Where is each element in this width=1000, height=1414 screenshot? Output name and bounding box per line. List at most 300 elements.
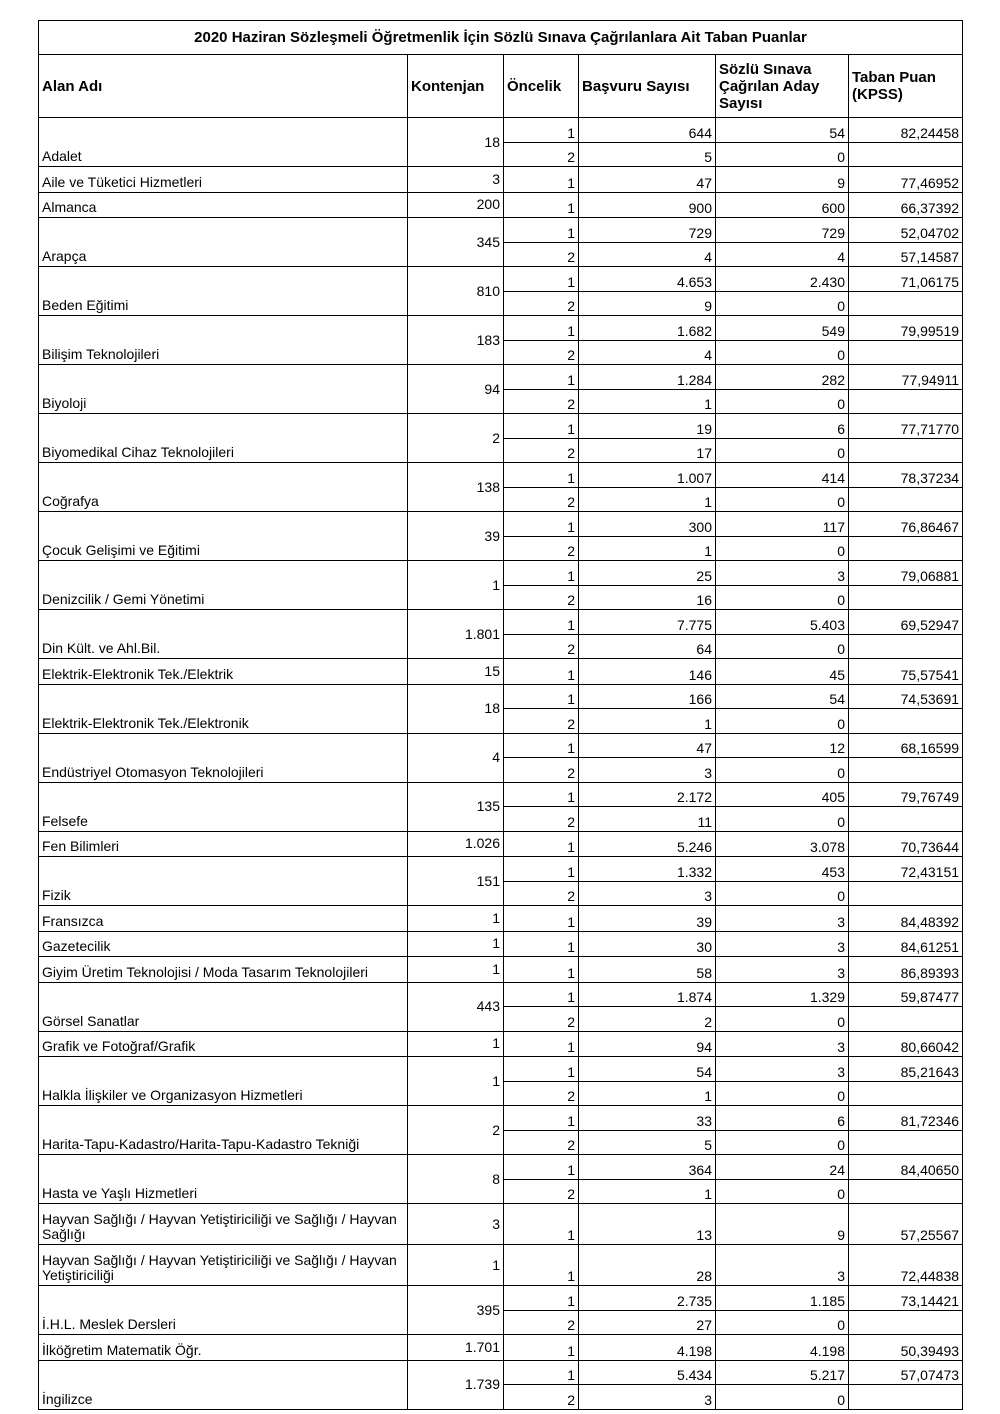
sozlu-cell: 729 — [716, 218, 849, 243]
kontenjan-cell: 1.801 — [408, 610, 504, 659]
taban-cell — [849, 634, 963, 659]
basvuru-cell: 729 — [579, 218, 716, 243]
sozlu-cell: 54 — [716, 118, 849, 143]
basvuru-cell: 4 — [579, 340, 716, 365]
table-row — [39, 1360, 963, 1385]
table-row — [39, 167, 963, 193]
sozlu-cell: 0 — [716, 340, 849, 365]
oncelik-cell: 2 — [504, 1385, 579, 1410]
basvuru-cell: 94 — [579, 1031, 716, 1057]
basvuru-cell: 2.172 — [579, 782, 716, 807]
sozlu-cell: 0 — [716, 1310, 849, 1335]
kontenjan-cell: 39 — [408, 512, 504, 561]
basvuru-cell: 1.332 — [579, 857, 716, 882]
sozlu-cell: 3 — [716, 561, 849, 586]
oncelik-cell: 1 — [504, 463, 579, 488]
taban-cell — [849, 758, 963, 783]
kontenjan-cell: 1 — [408, 1057, 504, 1106]
oncelik-cell: 1 — [504, 733, 579, 758]
oncelik-cell: 2 — [504, 758, 579, 783]
sozlu-cell: 5.217 — [716, 1360, 849, 1385]
alan-name-cell: Hasta ve Yaşlı Hizmetleri — [39, 1155, 408, 1204]
basvuru-cell: 900 — [579, 192, 716, 218]
sozlu-cell: 549 — [716, 316, 849, 341]
taban-cell — [849, 142, 963, 167]
taban-cell: 84,48392 — [849, 906, 963, 932]
oncelik-cell: 1 — [504, 831, 579, 857]
table-row — [39, 684, 963, 709]
kontenjan-cell: 3 — [408, 1204, 504, 1245]
alan-name-cell: İ.H.L. Meslek Dersleri — [39, 1286, 408, 1335]
table-row — [39, 1106, 963, 1131]
sozlu-cell: 0 — [716, 389, 849, 414]
kontenjan-cell: 1 — [408, 1031, 504, 1057]
kontenjan-cell: 1.026 — [408, 831, 504, 857]
kontenjan-cell: 135 — [408, 782, 504, 831]
oncelik-cell: 1 — [504, 316, 579, 341]
alan-name-cell: Görsel Sanatlar — [39, 982, 408, 1031]
score-table — [38, 20, 963, 1410]
taban-cell: 82,24458 — [849, 118, 963, 143]
basvuru-cell: 2 — [579, 1007, 716, 1032]
oncelik-cell: 1 — [504, 1335, 579, 1361]
kontenjan-cell: 151 — [408, 857, 504, 906]
basvuru-cell: 58 — [579, 957, 716, 983]
sozlu-cell: 2.430 — [716, 267, 849, 292]
basvuru-cell: 1.007 — [579, 463, 716, 488]
kontenjan-cell: 183 — [408, 316, 504, 365]
oncelik-cell: 2 — [504, 881, 579, 906]
sozlu-cell: 0 — [716, 807, 849, 832]
kontenjan-cell: 18 — [408, 684, 504, 733]
oncelik-cell: 2 — [504, 585, 579, 610]
alan-name-cell: Harita-Tapu-Kadastro/Harita-Tapu-Kadastro Tekniği — [39, 1106, 408, 1155]
kontenjan-cell: 1.701 — [408, 1335, 504, 1361]
table-row — [39, 118, 963, 143]
header-alan: Alan Adı — [39, 55, 408, 118]
oncelik-cell: 2 — [504, 1310, 579, 1335]
oncelik-cell: 1 — [504, 931, 579, 957]
basvuru-cell: 30 — [579, 931, 716, 957]
taban-cell: 72,44838 — [849, 1245, 963, 1286]
sozlu-cell: 600 — [716, 192, 849, 218]
taban-cell: 78,37234 — [849, 463, 963, 488]
kontenjan-cell: 1 — [408, 931, 504, 957]
alan-name-cell: Giyim Üretim Teknolojisi / Moda Tasarım Teknolojileri — [39, 957, 408, 983]
taban-cell — [849, 807, 963, 832]
basvuru-cell: 5.434 — [579, 1360, 716, 1385]
sozlu-cell: 1.329 — [716, 982, 849, 1007]
basvuru-cell: 25 — [579, 561, 716, 586]
basvuru-cell: 4 — [579, 242, 716, 267]
basvuru-cell: 5.246 — [579, 831, 716, 857]
oncelik-cell: 1 — [504, 218, 579, 243]
kontenjan-cell: 94 — [408, 365, 504, 414]
basvuru-cell: 16 — [579, 585, 716, 610]
sozlu-cell: 1.185 — [716, 1286, 849, 1311]
oncelik-cell: 1 — [504, 982, 579, 1007]
taban-cell: 73,14421 — [849, 1286, 963, 1311]
oncelik-cell: 1 — [504, 561, 579, 586]
basvuru-cell: 64 — [579, 634, 716, 659]
alan-name-cell: Fizik — [39, 857, 408, 906]
oncelik-cell: 1 — [504, 1204, 579, 1245]
alan-name-cell: Halkla İlişkiler ve Organizasyon Hizmetleri — [39, 1057, 408, 1106]
taban-cell: 75,57541 — [849, 659, 963, 685]
sozlu-cell: 6 — [716, 1106, 849, 1131]
taban-cell: 86,89393 — [849, 957, 963, 983]
header-kontenjan: Kontenjan — [408, 55, 504, 118]
sozlu-cell: 3 — [716, 1031, 849, 1057]
basvuru-cell: 1 — [579, 536, 716, 561]
table-row — [39, 1031, 963, 1057]
oncelik-cell: 2 — [504, 438, 579, 463]
alan-name-cell: Din Kült. ve Ahl.Bil. — [39, 610, 408, 659]
oncelik-cell: 1 — [504, 1106, 579, 1131]
table-row — [39, 316, 963, 341]
kontenjan-cell: 810 — [408, 267, 504, 316]
oncelik-cell: 2 — [504, 634, 579, 659]
sozlu-cell: 0 — [716, 1081, 849, 1106]
taban-cell — [849, 1130, 963, 1155]
sozlu-cell: 0 — [716, 634, 849, 659]
basvuru-cell: 644 — [579, 118, 716, 143]
table-row — [39, 957, 963, 983]
basvuru-cell: 7.775 — [579, 610, 716, 635]
taban-cell: 77,94911 — [849, 365, 963, 390]
table-row — [39, 906, 963, 932]
taban-cell: 79,06881 — [849, 561, 963, 586]
taban-cell — [849, 1007, 963, 1032]
kontenjan-cell: 4 — [408, 733, 504, 782]
taban-cell: 71,06175 — [849, 267, 963, 292]
basvuru-cell: 364 — [579, 1155, 716, 1180]
alan-name-cell: Fen Bilimleri — [39, 831, 408, 857]
basvuru-cell: 9 — [579, 291, 716, 316]
oncelik-cell: 1 — [504, 118, 579, 143]
basvuru-cell: 39 — [579, 906, 716, 932]
oncelik-cell: 1 — [504, 267, 579, 292]
oncelik-cell: 1 — [504, 1057, 579, 1082]
header-sozlu: Sözlü Sınava Çağrılan Aday Sayısı — [716, 55, 849, 118]
basvuru-cell: 47 — [579, 733, 716, 758]
table-row — [39, 1286, 963, 1311]
kontenjan-cell: 8 — [408, 1155, 504, 1204]
sozlu-cell: 0 — [716, 291, 849, 316]
taban-cell — [849, 389, 963, 414]
basvuru-cell: 1.682 — [579, 316, 716, 341]
kontenjan-cell: 1 — [408, 957, 504, 983]
table-row — [39, 1204, 963, 1245]
table-row — [39, 982, 963, 1007]
sozlu-cell: 24 — [716, 1155, 849, 1180]
sozlu-cell: 0 — [716, 1179, 849, 1204]
sozlu-cell: 9 — [716, 167, 849, 193]
kontenjan-cell: 1 — [408, 906, 504, 932]
basvuru-cell: 28 — [579, 1245, 716, 1286]
table-row — [39, 463, 963, 488]
score-table-container — [38, 20, 962, 1410]
taban-cell: 50,39493 — [849, 1335, 963, 1361]
basvuru-cell: 11 — [579, 807, 716, 832]
table-row — [39, 659, 963, 685]
taban-cell — [849, 487, 963, 512]
kontenjan-cell: 395 — [408, 1286, 504, 1335]
oncelik-cell: 1 — [504, 782, 579, 807]
taban-cell — [849, 536, 963, 561]
oncelik-cell: 2 — [504, 807, 579, 832]
oncelik-cell: 1 — [504, 1360, 579, 1385]
table-row — [39, 782, 963, 807]
basvuru-cell: 17 — [579, 438, 716, 463]
table-row — [39, 857, 963, 882]
oncelik-cell: 2 — [504, 142, 579, 167]
oncelik-cell: 1 — [504, 857, 579, 882]
sozlu-cell: 6 — [716, 414, 849, 439]
taban-cell: 57,14587 — [849, 242, 963, 267]
kontenjan-cell: 15 — [408, 659, 504, 685]
alan-name-cell: Felsefe — [39, 782, 408, 831]
oncelik-cell: 2 — [504, 487, 579, 512]
basvuru-cell: 19 — [579, 414, 716, 439]
table-row — [39, 365, 963, 390]
kontenjan-cell: 1.739 — [408, 1360, 504, 1409]
sozlu-cell: 3 — [716, 931, 849, 957]
taban-cell — [849, 438, 963, 463]
oncelik-cell: 1 — [504, 1286, 579, 1311]
table-body — [39, 118, 963, 1410]
sozlu-cell: 3.078 — [716, 831, 849, 857]
table-row — [39, 218, 963, 243]
basvuru-cell: 146 — [579, 659, 716, 685]
oncelik-cell: 1 — [504, 192, 579, 218]
alan-name-cell: Bilişim Teknolojileri — [39, 316, 408, 365]
alan-name-cell: Adalet — [39, 118, 408, 167]
header-basvuru: Başvuru Sayısı — [579, 55, 716, 118]
alan-name-cell: Fransızca — [39, 906, 408, 932]
basvuru-cell: 13 — [579, 1204, 716, 1245]
table-row — [39, 1245, 963, 1286]
taban-cell — [849, 340, 963, 365]
taban-cell — [849, 1310, 963, 1335]
alan-name-cell: Denizcilik / Gemi Yönetimi — [39, 561, 408, 610]
oncelik-cell: 1 — [504, 1245, 579, 1286]
alan-name-cell: Almanca — [39, 192, 408, 218]
kontenjan-cell: 2 — [408, 414, 504, 463]
oncelik-cell: 2 — [504, 242, 579, 267]
alan-name-cell: Arapça — [39, 218, 408, 267]
table-row — [39, 1155, 963, 1180]
taban-cell: 77,46952 — [849, 167, 963, 193]
oncelik-cell: 1 — [504, 414, 579, 439]
oncelik-cell: 1 — [504, 1031, 579, 1057]
oncelik-cell: 1 — [504, 957, 579, 983]
sozlu-cell: 117 — [716, 512, 849, 537]
table-row — [39, 831, 963, 857]
sozlu-cell: 54 — [716, 684, 849, 709]
table-row — [39, 267, 963, 292]
header-oncelik: Öncelik — [504, 55, 579, 118]
taban-cell — [849, 881, 963, 906]
taban-cell: 72,43151 — [849, 857, 963, 882]
oncelik-cell: 2 — [504, 536, 579, 561]
oncelik-cell: 1 — [504, 512, 579, 537]
sozlu-cell: 3 — [716, 906, 849, 932]
taban-cell: 81,72346 — [849, 1106, 963, 1131]
oncelik-cell: 1 — [504, 610, 579, 635]
table-row — [39, 414, 963, 439]
kontenjan-cell: 2 — [408, 1106, 504, 1155]
sozlu-cell: 9 — [716, 1204, 849, 1245]
taban-cell: 85,21643 — [849, 1057, 963, 1082]
oncelik-cell: 2 — [504, 1130, 579, 1155]
table-row — [39, 1335, 963, 1361]
basvuru-cell: 47 — [579, 167, 716, 193]
sozlu-cell: 0 — [716, 1130, 849, 1155]
sozlu-cell: 0 — [716, 585, 849, 610]
taban-cell — [849, 1385, 963, 1410]
basvuru-cell: 33 — [579, 1106, 716, 1131]
sozlu-cell: 0 — [716, 1007, 849, 1032]
taban-cell — [849, 1081, 963, 1106]
sozlu-cell: 0 — [716, 536, 849, 561]
kontenjan-cell: 1 — [408, 1245, 504, 1286]
basvuru-cell: 300 — [579, 512, 716, 537]
basvuru-cell: 1.874 — [579, 982, 716, 1007]
oncelik-cell: 2 — [504, 1081, 579, 1106]
table-row — [39, 733, 963, 758]
basvuru-cell: 1.284 — [579, 365, 716, 390]
basvuru-cell: 2.735 — [579, 1286, 716, 1311]
sozlu-cell: 3 — [716, 1245, 849, 1286]
taban-cell: 69,52947 — [849, 610, 963, 635]
oncelik-cell: 1 — [504, 167, 579, 193]
oncelik-cell: 1 — [504, 365, 579, 390]
taban-cell: 74,53691 — [849, 684, 963, 709]
basvuru-cell: 5 — [579, 1130, 716, 1155]
oncelik-cell: 2 — [504, 340, 579, 365]
basvuru-cell: 3 — [579, 1385, 716, 1410]
sozlu-cell: 0 — [716, 881, 849, 906]
sozlu-cell: 282 — [716, 365, 849, 390]
kontenjan-cell: 1 — [408, 561, 504, 610]
table-row — [39, 931, 963, 957]
taban-cell: 79,99519 — [849, 316, 963, 341]
alan-name-cell: Elektrik-Elektronik Tek./Elektrik — [39, 659, 408, 685]
taban-cell — [849, 709, 963, 734]
taban-cell: 79,76749 — [849, 782, 963, 807]
table-title: 2020 Haziran Sözleşmeli Öğretmenlik İçin Sözlü Sınava Çağrılanlara Ait Taban Puanlar — [39, 21, 963, 55]
taban-cell: 66,37392 — [849, 192, 963, 218]
alan-name-cell: Gazetecilik — [39, 931, 408, 957]
table-row — [39, 1057, 963, 1082]
alan-name-cell: Coğrafya — [39, 463, 408, 512]
taban-cell: 57,07473 — [849, 1360, 963, 1385]
kontenjan-cell: 345 — [408, 218, 504, 267]
taban-cell: 59,87477 — [849, 982, 963, 1007]
oncelik-cell: 2 — [504, 291, 579, 316]
alan-name-cell: Elektrik-Elektronik Tek./Elektronik — [39, 684, 408, 733]
sozlu-cell: 453 — [716, 857, 849, 882]
basvuru-cell: 3 — [579, 881, 716, 906]
sozlu-cell: 5.403 — [716, 610, 849, 635]
basvuru-cell: 5 — [579, 142, 716, 167]
oncelik-cell: 1 — [504, 1155, 579, 1180]
basvuru-cell: 3 — [579, 758, 716, 783]
taban-cell: 77,71770 — [849, 414, 963, 439]
alan-name-cell: Beden Eğitimi — [39, 267, 408, 316]
table-row — [39, 192, 963, 218]
basvuru-cell: 1 — [579, 389, 716, 414]
sozlu-cell: 0 — [716, 1385, 849, 1410]
alan-name-cell: Biyoloji — [39, 365, 408, 414]
basvuru-cell: 1 — [579, 1179, 716, 1204]
oncelik-cell: 1 — [504, 906, 579, 932]
sozlu-cell: 0 — [716, 487, 849, 512]
basvuru-cell: 166 — [579, 684, 716, 709]
sozlu-cell: 4.198 — [716, 1335, 849, 1361]
oncelik-cell: 2 — [504, 389, 579, 414]
alan-name-cell: Çocuk Gelişimi ve Eğitimi — [39, 512, 408, 561]
taban-cell: 84,61251 — [849, 931, 963, 957]
taban-cell: 70,73644 — [849, 831, 963, 857]
sozlu-cell: 3 — [716, 1057, 849, 1082]
table-row — [39, 561, 963, 586]
basvuru-cell: 1 — [579, 487, 716, 512]
alan-name-cell: İlköğretim Matematik Öğr. — [39, 1335, 408, 1361]
table-row — [39, 610, 963, 635]
kontenjan-cell: 200 — [408, 192, 504, 218]
basvuru-cell: 27 — [579, 1310, 716, 1335]
oncelik-cell: 2 — [504, 1007, 579, 1032]
table-row — [39, 512, 963, 537]
basvuru-cell: 54 — [579, 1057, 716, 1082]
alan-name-cell: Biyomedikal Cihaz Teknolojileri — [39, 414, 408, 463]
alan-name-cell: Endüstriyel Otomasyon Teknolojileri — [39, 733, 408, 782]
taban-cell: 84,40650 — [849, 1155, 963, 1180]
taban-cell — [849, 291, 963, 316]
oncelik-cell: 1 — [504, 684, 579, 709]
header-taban: Taban Puan (KPSS) — [849, 55, 963, 118]
basvuru-cell: 1 — [579, 1081, 716, 1106]
basvuru-cell: 1 — [579, 709, 716, 734]
taban-cell — [849, 585, 963, 610]
sozlu-cell: 405 — [716, 782, 849, 807]
oncelik-cell: 2 — [504, 709, 579, 734]
taban-cell: 52,04702 — [849, 218, 963, 243]
sozlu-cell: 0 — [716, 709, 849, 734]
sozlu-cell: 0 — [716, 438, 849, 463]
oncelik-cell: 2 — [504, 1179, 579, 1204]
taban-cell: 80,66042 — [849, 1031, 963, 1057]
kontenjan-cell: 138 — [408, 463, 504, 512]
sozlu-cell: 4 — [716, 242, 849, 267]
header-row — [39, 55, 963, 118]
oncelik-cell: 1 — [504, 659, 579, 685]
sozlu-cell: 0 — [716, 758, 849, 783]
basvuru-cell: 4.198 — [579, 1335, 716, 1361]
kontenjan-cell: 3 — [408, 167, 504, 193]
alan-name-cell: Hayvan Sağlığı / Hayvan Yetiştiriciliği ve Sağlığı / Hayvan Yetiştiriciliği — [39, 1245, 408, 1286]
alan-name-cell: Aile ve Tüketici Hizmetleri — [39, 167, 408, 193]
alan-name-cell: Grafik ve Fotoğraf/Grafik — [39, 1031, 408, 1057]
kontenjan-cell: 18 — [408, 118, 504, 167]
sozlu-cell: 0 — [716, 142, 849, 167]
taban-cell: 57,25567 — [849, 1204, 963, 1245]
taban-cell — [849, 1179, 963, 1204]
alan-name-cell: Hayvan Sağlığı / Hayvan Yetiştiriciliği ve Sağlığı / Hayvan Sağlığı — [39, 1204, 408, 1245]
kontenjan-cell: 443 — [408, 982, 504, 1031]
